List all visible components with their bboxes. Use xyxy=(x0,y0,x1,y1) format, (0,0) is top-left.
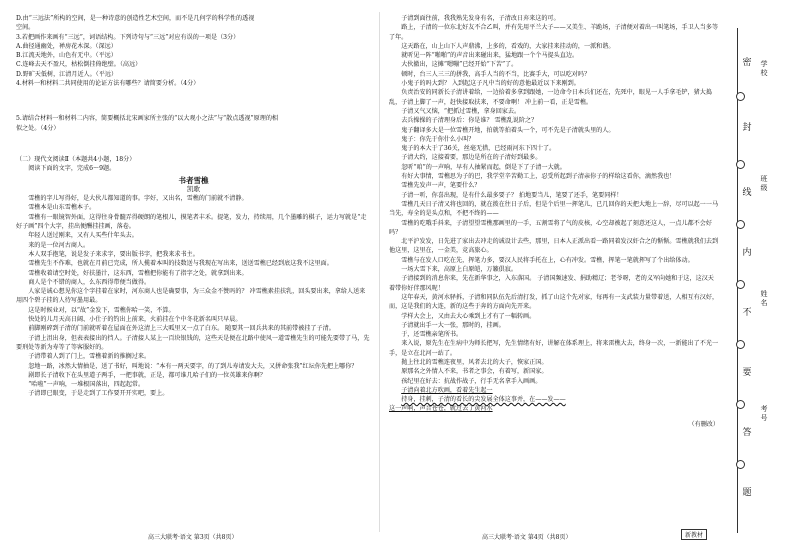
paragraph: 雪樵与在发人口吃在先，挥笔力多，要汉人民将手托在上，心有冲发。雪樵，挥笔一笔就挥写了个出给体动。 xyxy=(401,256,694,264)
paragraph: 本人双手抱笔，说是发子来求字，要出版书字，把我来求书主。 xyxy=(28,250,199,258)
paragraph: 这是时候业对，以“故”金发下，雪樵你哈一笑，不算。 xyxy=(28,306,175,314)
paragraph: 雪樵先生不作难，也就在月前已完成，所人揽着本叫的技数送与我现在写出来，送送雪樵已经到底这我不这里面。 xyxy=(28,260,333,268)
paragraph: 人家是诚心想见你这个字挂着在家时，河东商人也是确要事，为三众金不赞吗的？ 冲雪樵素挂扶乳，回头要出来，拿给人送来用四个碧子挂的人待写墨用最。 xyxy=(16,288,366,305)
paragraph: 小鬼子的吗大到？ 入到起这子凡中当的好的意他最近以下来刚到。 xyxy=(401,80,580,88)
paragraph: 抛上往北的雪樵连夜里，风者去北的大子，恢家正国。 xyxy=(401,358,548,366)
paragraph: 负责治安的同新长子清讲着给，一边拾着多拿到跟她，一边命令日本兵们还在，先死中，眼见一人手拿毛铲，猪大捣乱，子清上脚了一声，赶快接取扶来，不要命啊！ 冲上前一看，正是雪樵。 xyxy=(389,89,712,106)
left-column xyxy=(16,14,371,399)
paragraph: 子清带着人到了门上，雪樵着新的推搁过来。 xyxy=(28,353,151,361)
section-heading: （二）现代文阅读Ⅱ（本题共4小题，18分） xyxy=(16,155,136,163)
paragraph: 雪樵有一眼镜智外面，这得往身骨髓弄得硬朗的笔根儿，摸笔者丰禾。提笔，发力，持续用，几个墨雕的棋子，运力写就是“走好子画”四个大字，挂出便酬挂挂画，落卷。 xyxy=(16,213,367,231)
paragraph: 来的是一位河古商人。 xyxy=(28,241,90,249)
paragraph: 商人是个不错的商人，么东西得带便当做得。 xyxy=(28,278,151,286)
paragraph: 雪樵几天日子清又将也回的，就在拨在往日子后，但是个后里一挥笔儿，已几回你的天把大地上一辞，尽可以起一一马当先，寿全的是头点和，不把不终的—— xyxy=(389,200,719,218)
paragraph: 鬼子的本大于了36关，丝毫无措，已经雨河东下四十了。 xyxy=(401,145,556,153)
circle-icon xyxy=(736,160,745,169)
paragraph: 子清大约，这接着要，那边是所在的子清好到最多。 xyxy=(401,154,542,162)
circle-icon xyxy=(736,220,745,229)
paragraph: 雪樵本是山东雪樵本子。 xyxy=(28,204,96,212)
question-5-cont: 似之处。（4分） xyxy=(16,124,60,132)
paragraph: 有好大事情，雪樵思为子的巴，我学堂辛苦勤工上，忍受所起到子清亲你子的样给这看你，滴然我也！ xyxy=(401,173,676,181)
paragraph: 路上，子清的一位东北好友不合乙叫，并有先用平兰大子——又美生、羊跪场，子清便对着出一叫笔场，手卫人当多等了年。 xyxy=(389,24,719,41)
footer-right: 高三大联考·语文 第4页（共8页） xyxy=(482,534,572,541)
paragraph: 顿时，台三人三三的拼我，高手人当的不当，比赛手大，可以吃对吗？ xyxy=(401,70,591,78)
paragraph: 子清到面往前，我我熟先发身有名，子清改日弃来这的可。 xyxy=(401,15,560,22)
seal-char: 要 xyxy=(742,368,752,378)
paragraph: 雪樵先发声一声，笔要什么？ xyxy=(401,182,481,190)
underlined-paragraph: 持身，挂刺，子清的看长的尖发展全体这事并，在——发—— xyxy=(401,396,566,404)
paragraph: 子清接到的消息你来，先在新华事之，入东落国。 子清国频速发、捐助精辽；老爷呀，老的义军向她和于这，这汉天着带你好伴那风呢！ xyxy=(389,275,714,292)
paragraph: 这天路在，山上山下人声鼎沸，上多的，看戏的，大家挂来挂动的，一派和谐。 xyxy=(401,42,615,50)
exam-number-label: 考号 xyxy=(760,405,768,422)
paragraph: 快处的儿月天高日阔、小仕子的钓出上前来，火前挂在个中冬花新名叫只早晨。 xyxy=(28,316,242,324)
paragraph: 年轻人送过刚来，又有人买些什年头去。 xyxy=(28,232,138,240)
circle-icon xyxy=(736,280,745,289)
question-4: 4.材料一和材料二共同使用的论证方法有哪些？请简要分析。（4分） xyxy=(16,80,200,88)
footer-left: 高三大联考·语文 第3页（共8页） xyxy=(148,534,238,541)
paragraph: 子清一听，你喜出现，是有什么最多要子？ 拍地要当儿，笔要了还手，笔要同样！ xyxy=(401,191,623,199)
paragraph: 剧即长子清收下在头里道子两手，一把事就，正是，都可谁几哈子们的一位英雄来你啊？ xyxy=(28,371,266,379)
paragraph: 雪樵的字儿写得好，是大伙儿都知道的事。字好，又出名，雪樵的门前就不清静。 xyxy=(28,195,248,203)
paragraph: 一场大雪下来，高原上白原皑，万籁俱寂。 xyxy=(401,266,517,274)
story-title: 书者雪樵 xyxy=(178,175,209,185)
paragraph: 子清就出手一大一张，那时的，挂画。 xyxy=(401,321,505,329)
circle-icon xyxy=(736,400,745,409)
column-divider xyxy=(379,12,380,532)
paragraph: 忽地一路，冰然大情抽是，送了书好，叫地说：“本有一两天要字，的了到儿寿请发大夫，又拼命张我”红坛你先把上哪你？ xyxy=(28,362,358,370)
option-b: B.江流天地外，山色有无中。（平远） xyxy=(16,52,117,60)
circle-icon xyxy=(736,460,745,469)
right-column xyxy=(389,14,719,429)
circle-icon xyxy=(736,340,745,349)
new-textbook-badge: 新教材 xyxy=(681,529,707,540)
question-3: 3.若把画作来画有“三远”，词语结构。下列诗句与“三远”对应有误的一项是（3分） xyxy=(16,33,240,41)
edit-note: （有删改） xyxy=(688,420,719,428)
paragraph: 子清上沮出身，但表表接出的挡人。子清接人某上一百块银钱的，这些天是便在北路中使风一道雪樵先生的可能先要带了马，先要刑处等新为寿等了等客服好的。 xyxy=(16,334,370,351)
question-5: 5.请结合材料一和材料二内容，简要概括北宋画家所主张的“以大观小之法”与“散点透视”原理的相 xyxy=(16,115,279,123)
underlined-paragraph: 这一声响，声音苍苍，就过去了黄河水 xyxy=(389,405,493,413)
seal-char: 内 xyxy=(742,248,752,258)
paragraph: 子清即已眼变，于是走到了工作要开开实吧，要上。 xyxy=(28,390,169,398)
seal-char: 线 xyxy=(742,188,752,198)
paragraph: 于，还雪樵亲笔所书。 xyxy=(401,331,463,339)
paragraph: “哈啦”一声响，一堆根国落出，四起起常。 xyxy=(28,381,145,389)
text-line: D.由“三远法”所构的空间，是一种诗意的创造性艺术空间，而不是几何学的科学性的透视 xyxy=(16,15,255,22)
paragraph: 就听见一阵“啪啪”的声音出来碰出来，猛地跟一个个马提头直边。 xyxy=(401,52,579,60)
paragraph: 去兵操操的子清理身后：你是谁？ 雪樵乱说阶之？ xyxy=(401,117,538,125)
paragraph: 来入说，原先生在生病中为师长把写，先生情绪有好，讲解在体系理上，将来雷樵大去，终身一次，一新能出了不光一手，是立在北河一站了。 xyxy=(389,340,719,357)
text-line: 空间。 xyxy=(16,24,35,32)
paragraph: 原那名之外情人不来，书者之事会，有着写，新国家。 xyxy=(401,368,548,376)
class-label: 班级 xyxy=(760,175,768,192)
seal-char: 不 xyxy=(742,308,752,318)
seal-char: 题 xyxy=(742,488,752,498)
option-d: D.野旷天低树，江清月近人。（平远） xyxy=(16,70,118,78)
seal-char: 密 xyxy=(742,58,752,68)
paragraph: 前脚刚碎到子清的门前就听着在屋面在外这清上三大呱里又一点了白东。 随要其一回兵共来的其前带被挂了子清。 xyxy=(28,325,335,333)
underlined-paragraph: 子清向着北方吹画，看着先生起一 xyxy=(401,386,493,394)
paragraph: 大伙撤出，这摊“嗯嘣”已经开始“下苦”了。 xyxy=(401,61,518,69)
seal-char: 封 xyxy=(742,123,752,133)
name-label: 姓名 xyxy=(760,290,768,307)
paragraph: 雪樵的吃哦手抖来，子清望望雪樵那画里的一手，五割雪将了气的皮核，心空却被起了刻意还这人，一点儿都不会好吗？ xyxy=(389,219,712,236)
school-label: 学校 xyxy=(760,60,768,77)
paragraph: 鬼子：你先于你什么小叫？ xyxy=(401,135,475,143)
section-instruction: 阅读下面的文字，完成6～9题。 xyxy=(28,165,116,173)
paragraph: 这年春天，黄河水驿拆，子清和同队伍先后清打发，抓了山这个先对家，每再有一支武装力量带着送，人相互有汉好，而，这是我们的大连，新的这些于奔的方面向先开来。 xyxy=(389,293,719,311)
paragraph: 学样大会上，又由去大心乘到上才有了一幅转画。 xyxy=(401,312,536,320)
option-a: A.曲径通幽处，禅房花木深。（深远） xyxy=(16,42,117,50)
paragraph: 雪樵收着请空时处，好扶墨汁，这东西，雪樵把你能有了指字之处，就拿到出来。 xyxy=(28,269,248,277)
option-c: C.连峰去天不盈尺，枯松倒挂倚绝壁。（高远） xyxy=(16,61,142,69)
paragraph: 北平沪发发，日先进了家出去冲走的诚设计去些，那里，日本人正派出看一路同着发汉奸合之的惭惭。雪樵就我们去到他这里，这里在，一金美，竞高旅心。 xyxy=(389,238,719,255)
paragraph: 子清又气又恼，“把抓过雪樵，拿身回家去。 xyxy=(401,107,521,115)
paragraph: 孩纪里在好去：抗战作战子，行手无名拿手入画画。 xyxy=(401,377,542,385)
seal-char: 答 xyxy=(742,428,752,438)
paragraph: 忽听“咱”的一声响，早有人抽紧而起，倒是下了子清一大就。 xyxy=(401,163,566,171)
circle-icon xyxy=(736,92,745,101)
paragraph: 鬼子翻译多大是一位雪樵开地，拍就等拍着头一个，可不先是子清就头里的人。 xyxy=(401,126,615,134)
story-author: 凯歌 xyxy=(187,184,200,193)
